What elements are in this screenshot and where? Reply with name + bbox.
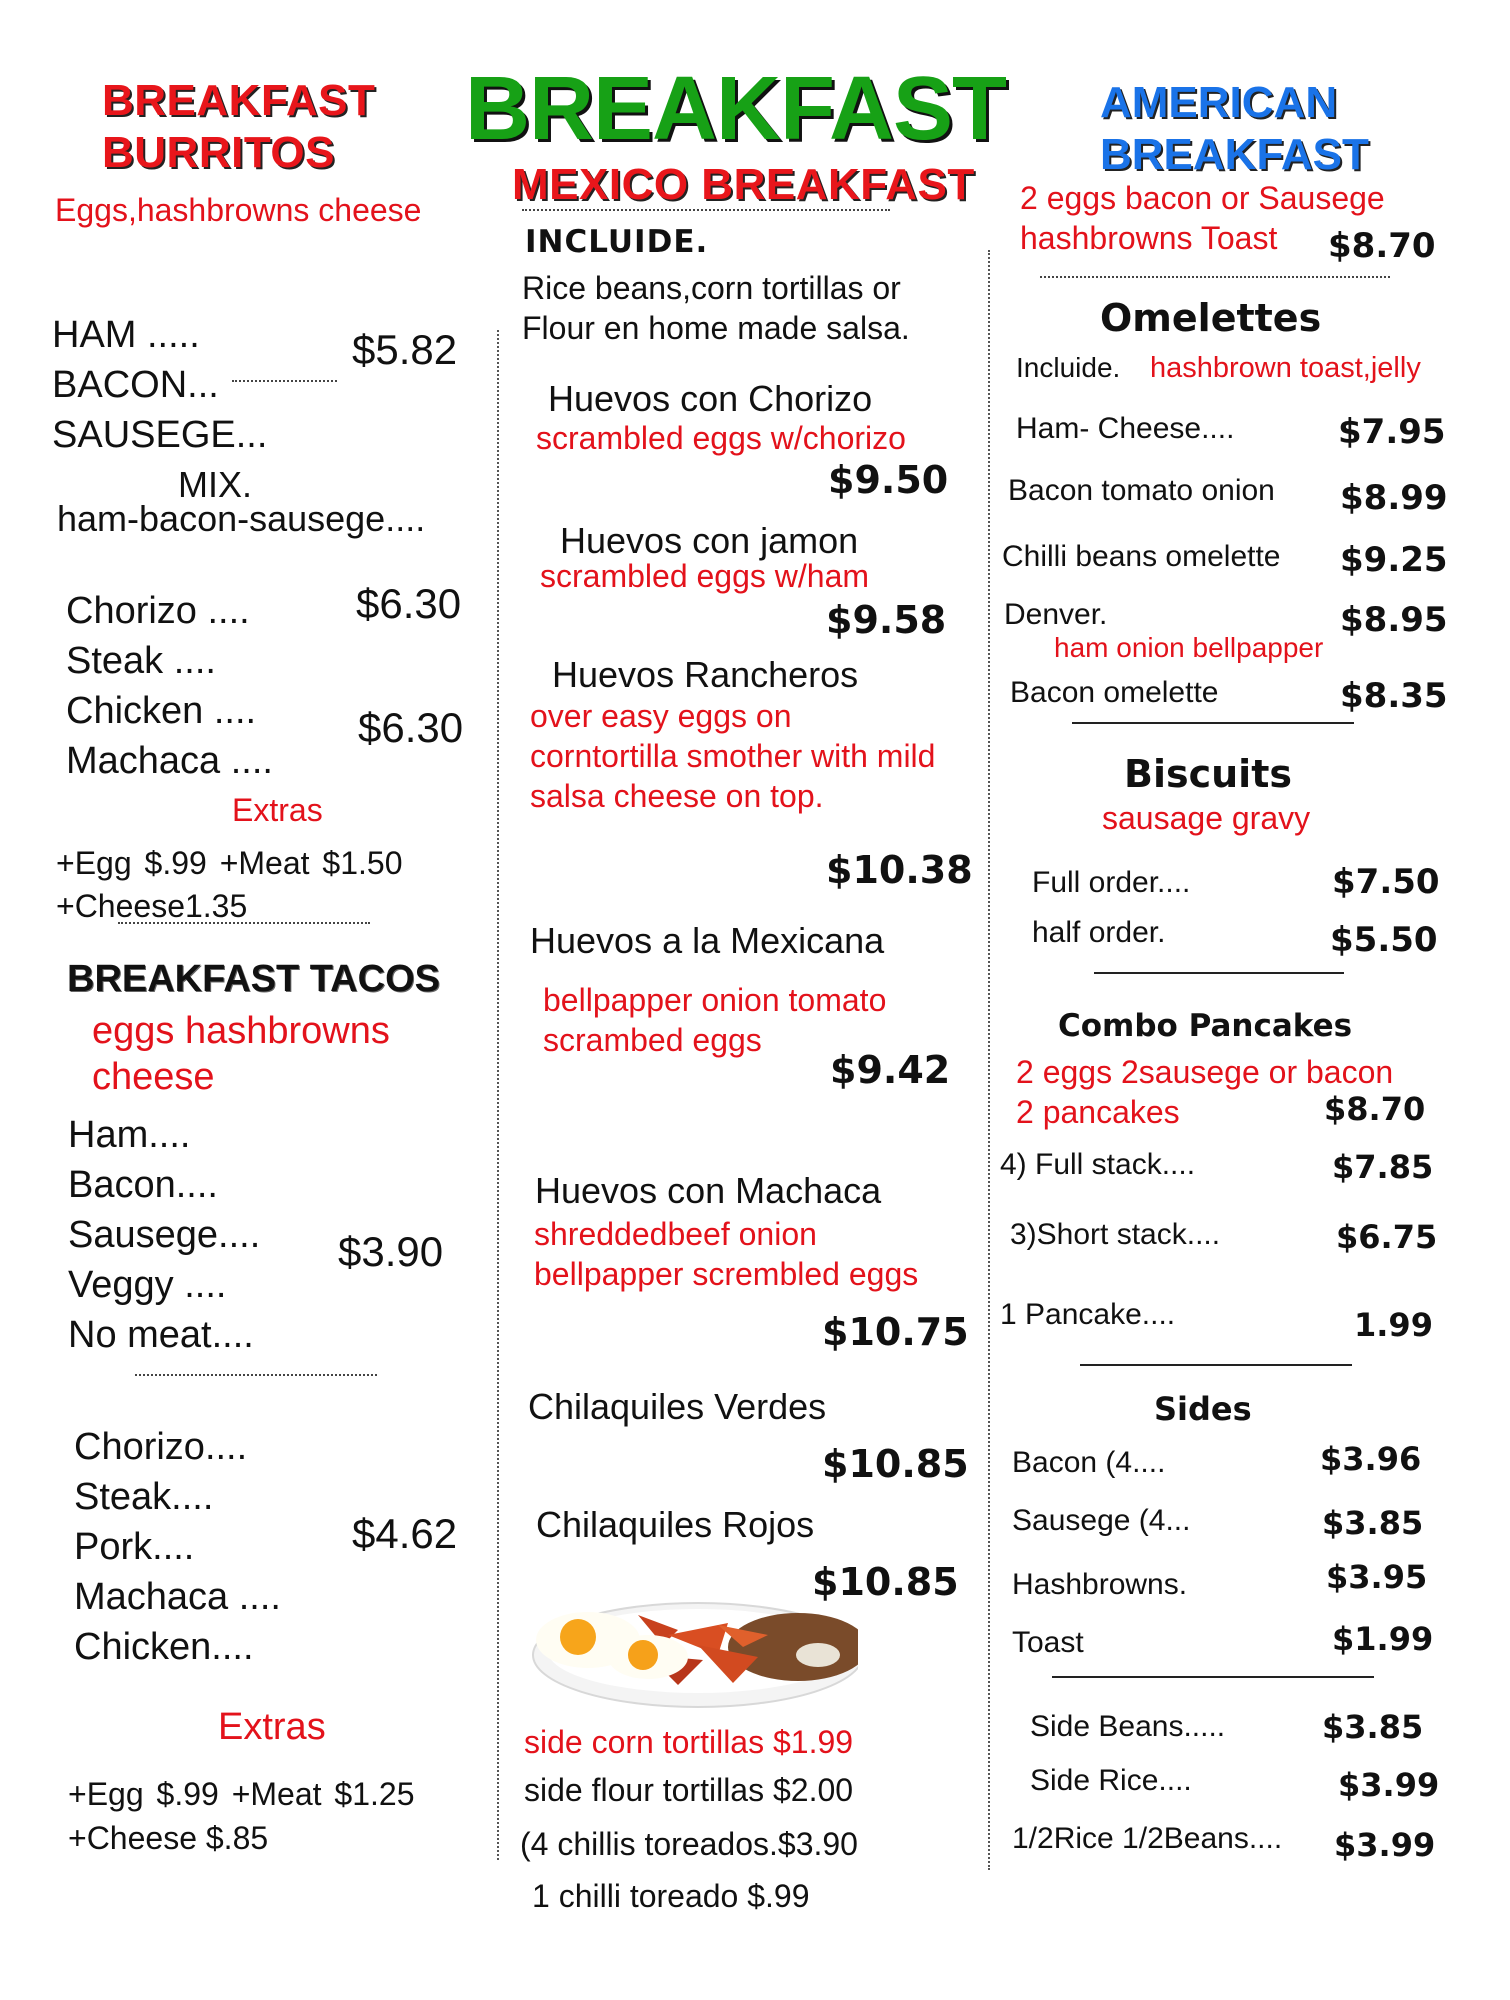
main-title: BREAKFAST [465, 59, 1007, 159]
omelette-denver-desc: ham onion bellpapper [1054, 632, 1324, 663]
american-heading-line1: AMERICAN [1100, 78, 1338, 127]
column-divider [497, 330, 499, 1860]
burrito-extras-label: Extras [232, 792, 323, 828]
omelette-item-name: Bacon omelette [1010, 676, 1219, 709]
mexico-item-desc: scrambled eggs w/chorizo [536, 420, 906, 456]
side-item-price: $3.95 [1326, 1558, 1428, 1596]
burrito-extras-line1: +Egg $.99 +Meat $1.50 [56, 845, 403, 881]
american-price: $8.70 [1328, 226, 1436, 266]
dotted-leader [232, 380, 337, 382]
omelette-item-name: Ham- Cheese.... [1016, 412, 1235, 445]
taco-item-ham: Ham.... [68, 1114, 191, 1156]
pancakes-combo-price: $8.70 [1324, 1090, 1426, 1128]
mexico-heading: MEXICO BREAKFAST [512, 160, 975, 209]
pancake-item-price: $6.75 [1336, 1218, 1438, 1256]
taco-item-pork: Pork.... [74, 1526, 195, 1568]
biscuit-item-price: $5.50 [1330, 920, 1438, 960]
separator-line [1094, 972, 1344, 974]
dotted-separator [1040, 276, 1390, 278]
mexico-include-label: INCLUIDE. [525, 224, 709, 260]
mexico-item-desc: shreddedbeef onion [534, 1216, 817, 1252]
omelette-item-price: $9.25 [1340, 540, 1448, 580]
omelette-item-price: $8.99 [1340, 478, 1448, 518]
mexico-item-desc: over easy eggs on [530, 698, 792, 734]
mexico-item-desc: salsa cheese on top. [530, 778, 824, 814]
omelette-item-name: Denver. [1004, 598, 1108, 631]
mexico-item-desc: scrambed eggs [543, 1022, 762, 1058]
side-item-price: $3.99 [1338, 1766, 1440, 1804]
mexico-item-desc: scrambled eggs w/ham [540, 558, 870, 594]
burrito-mix-desc: ham-bacon-sausege.... [57, 498, 426, 539]
burritos-heading-line2: BURRITOS [102, 128, 335, 177]
separator-line [1080, 1364, 1352, 1366]
dotted-separator [135, 1374, 377, 1376]
burrito-group1-price: $5.82 [352, 326, 458, 373]
omelette-item-price: $8.95 [1340, 600, 1448, 640]
mexico-item-name: Chilaquiles Verdes [528, 1386, 827, 1427]
omelette-item-name: Chilli beans omelette [1002, 540, 1281, 573]
separator-line [1072, 722, 1354, 724]
pancakes-desc-line2: 2 pancakes [1016, 1094, 1180, 1130]
burrito-item-sausege: SAUSEGE... [52, 414, 268, 456]
tacos-description-line2: cheese [92, 1056, 215, 1098]
mexico-side-flour: side flour tortillas $2.00 [524, 1772, 854, 1808]
biscuit-item-price: $7.50 [1332, 862, 1440, 902]
burrito-group2a-price: $6.30 [356, 580, 462, 627]
tacos-description-line1: eggs hashbrowns [92, 1010, 390, 1052]
side-item-name: Side Beans..... [1030, 1710, 1226, 1743]
biscuits-desc: sausage gravy [1102, 800, 1311, 836]
dotted-underline [522, 209, 890, 211]
mexico-item-price: $10.75 [822, 1310, 969, 1354]
burrito-item-machaca: Machaca .... [66, 740, 273, 782]
biscuits-heading: Biscuits [1124, 752, 1292, 796]
taco-item-no-meat: No meat.... [68, 1314, 254, 1356]
omelettes-include-desc: hashbrown toast,jelly [1150, 352, 1421, 384]
side-item-price: $3.99 [1334, 1826, 1436, 1864]
taco-extras-line1: +Egg $.99 +Meat $1.25 [68, 1776, 415, 1812]
pancake-item-price: 1.99 [1354, 1306, 1433, 1344]
omelette-item-price: $8.35 [1340, 676, 1448, 716]
burritos-description: Eggs,hashbrowns cheese [55, 192, 422, 228]
mexico-item-name: Chilaquiles Rojos [536, 1504, 815, 1545]
omelette-item-name: Bacon tomato onion [1008, 474, 1275, 507]
side-item-price: $3.85 [1322, 1708, 1424, 1746]
taco-extras-line2: +Cheese $.85 [68, 1820, 269, 1856]
mexico-item-price: $9.42 [830, 1048, 951, 1092]
mexico-item-name: Huevos con Machaca [535, 1170, 882, 1211]
american-desc-line2: hashbrowns Toast [1020, 220, 1278, 256]
taco-item-chicken: Chicken.... [74, 1626, 254, 1668]
omelettes-include-label: Incluide. [1016, 352, 1121, 383]
mexico-item-desc: bellpapper scrembled eggs [534, 1256, 919, 1292]
mexico-item-name: Huevos Rancheros [552, 654, 859, 695]
pancakes-heading: Combo Pancakes [1058, 1008, 1353, 1044]
mexico-include-line2: Flour en home made salsa. [522, 310, 910, 346]
side-item-price: $1.99 [1332, 1620, 1434, 1658]
mexico-include-line1: Rice beans,corn tortillas or [522, 270, 901, 306]
dotted-separator [118, 922, 370, 924]
mexico-item-price: $10.85 [812, 1560, 959, 1604]
side-item-name: 1/2Rice 1/2Beans.... [1012, 1822, 1283, 1855]
biscuit-item-name: half order. [1032, 916, 1166, 949]
biscuit-item-name: Full order.... [1032, 866, 1191, 899]
side-item-name: Bacon (4.... [1012, 1446, 1166, 1479]
sides-heading: Sides [1154, 1390, 1252, 1428]
mexico-item-price: $9.58 [826, 598, 947, 642]
side-item-name: Sausege (4... [1012, 1504, 1191, 1537]
mexico-side-chillis: (4 chillis toreados.$3.90 [520, 1826, 858, 1862]
taco-item-chorizo: Chorizo.... [74, 1426, 248, 1468]
taco-group1-price: $3.90 [338, 1228, 444, 1275]
burrito-group2b-price: $6.30 [358, 704, 464, 751]
chilaquiles-plate-image [528, 1585, 858, 1710]
mexico-item-desc: bellpapper onion tomato [543, 982, 887, 1018]
taco-item-sausege: Sausege.... [68, 1214, 261, 1256]
mexico-item-name: Huevos a la Mexicana [530, 920, 885, 961]
american-heading-line2: BREAKFAST [1100, 130, 1369, 179]
omelettes-heading: Omelettes [1100, 296, 1322, 340]
pancake-item-name: 3)Short stack.... [1010, 1218, 1221, 1251]
mexico-item-desc: corntortilla smother with mild [530, 738, 936, 774]
burrito-extras-line2: +Cheese1.35 [56, 888, 248, 924]
burrito-item-chicken: Chicken .... [66, 690, 257, 732]
taco-extras-label: Extras [218, 1706, 326, 1748]
mexico-side-corn: side corn tortillas $1.99 [524, 1724, 854, 1760]
pancake-item-price: $7.85 [1332, 1148, 1434, 1186]
separator-line [1052, 1676, 1374, 1678]
side-item-name: Hashbrowns. [1012, 1568, 1188, 1601]
mexico-item-name: Huevos con jamon [560, 520, 859, 561]
burrito-item-steak: Steak .... [66, 640, 216, 682]
side-item-name: Toast [1012, 1626, 1084, 1659]
mexico-item-name: Huevos con Chorizo [548, 378, 873, 419]
taco-item-machaca: Machaca .... [74, 1576, 281, 1618]
pancakes-desc-line1: 2 eggs 2sausege or bacon [1016, 1054, 1394, 1090]
taco-group2-price: $4.62 [352, 1510, 458, 1557]
pancake-item-name: 1 Pancake.... [1000, 1298, 1176, 1331]
omelette-item-price: $7.95 [1338, 412, 1446, 452]
tacos-heading: BREAKFAST TACOS [67, 958, 440, 1000]
mexico-item-price: $9.50 [828, 458, 949, 502]
burrito-item-chorizo: Chorizo .... [66, 590, 250, 632]
burrito-item-bacon: BACON... [52, 364, 219, 406]
mexico-item-price: $10.38 [826, 848, 973, 892]
burrito-mix-label: MIX. [178, 464, 253, 505]
burritos-heading-line1: BREAKFAST [102, 76, 376, 125]
taco-item-steak: Steak.... [74, 1476, 214, 1518]
mexico-side-chilli: 1 chilli toreado $.99 [532, 1878, 810, 1914]
column-divider [988, 250, 990, 1870]
taco-item-bacon: Bacon.... [68, 1164, 218, 1206]
side-item-price: $3.85 [1322, 1504, 1424, 1542]
burrito-item-ham: HAM ..... [52, 314, 200, 356]
taco-item-veggy: Veggy .... [68, 1264, 227, 1306]
american-desc-line1: 2 eggs bacon or Sausege [1020, 180, 1385, 216]
side-item-name: Side Rice.... [1030, 1764, 1192, 1797]
side-item-price: $3.96 [1320, 1440, 1422, 1478]
pancake-item-name: 4) Full stack.... [1000, 1148, 1196, 1181]
mexico-item-price: $10.85 [822, 1442, 969, 1486]
